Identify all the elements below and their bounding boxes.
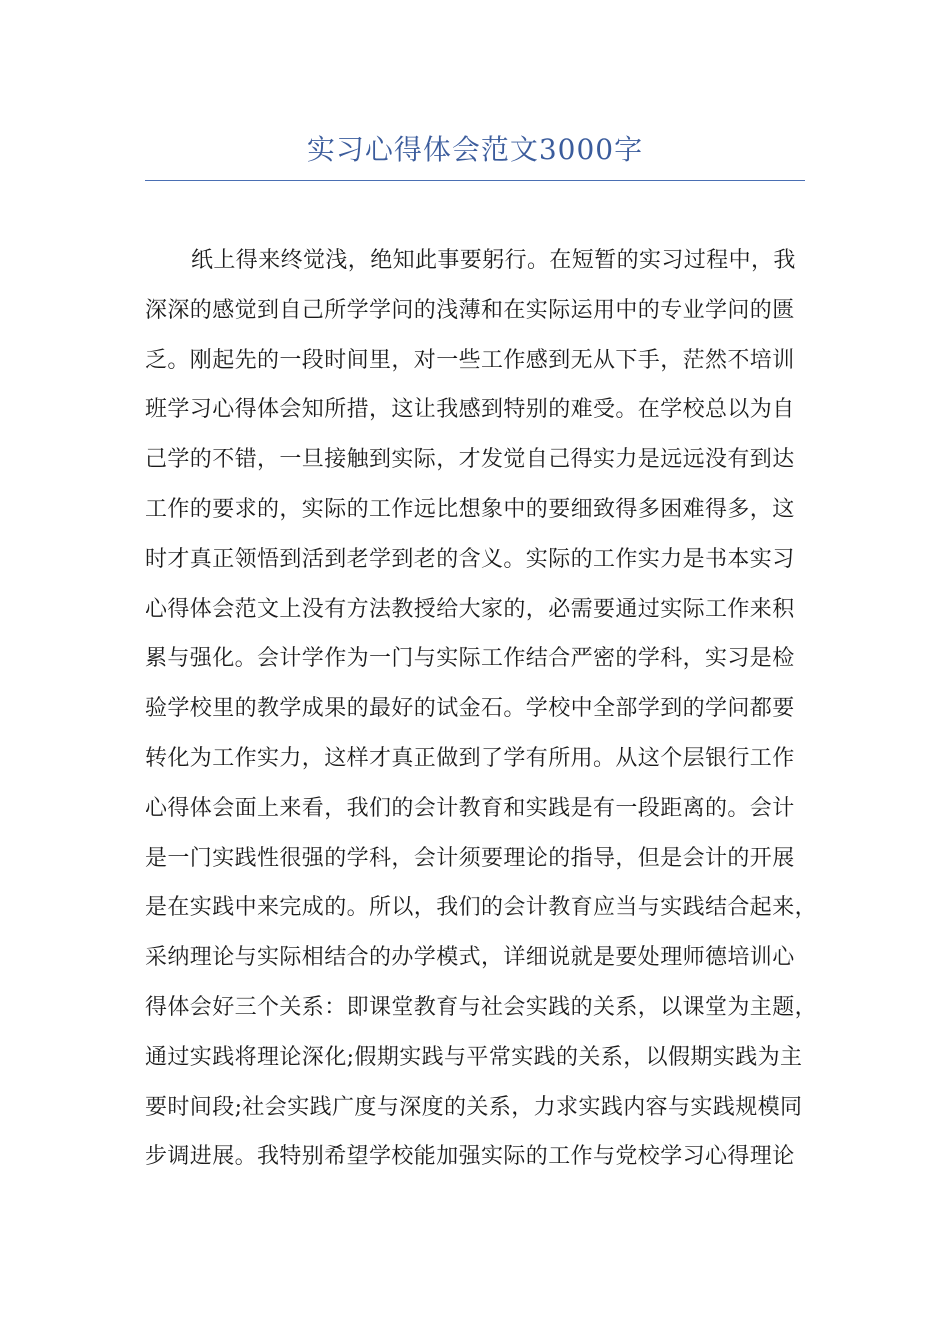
text-line: 心得体会范文上没有方法教授给大家的，必需要通过实际工作来积: [145, 596, 795, 622]
title-underline: [145, 180, 805, 181]
text-line: 步调进展。我特别希望学校能加强实际的工作与党校学习心得理论: [145, 1144, 795, 1170]
text-line: 乏。刚起先的一段时间里，对一些工作感到无从下手，茫然不培训: [145, 347, 795, 373]
text-line: 验学校里的教学成果的最好的试金石。学校中全部学到的学问都要: [145, 696, 795, 722]
text-line: 深深的感觉到自己所学学问的浅薄和在实际运用中的专业学问的匮: [145, 297, 795, 323]
text-line: 工作的要求的，实际的工作远比想象中的要细致得多困难得多，这: [145, 496, 795, 522]
text-line: 己学的不错，一旦接触到实际，才发觉自己得实力是远远没有到达: [145, 447, 795, 473]
text-line: 通过实践将理论深化;假期实践与平常实践的关系，以假期实践为主: [145, 1044, 803, 1070]
body-paragraph: [145, 236, 825, 1182]
text-line: 是一门实践性很强的学科，会计须要理论的指导，但是会计的开展: [145, 845, 795, 871]
text-line: 采纳理论与实际相结合的办学模式，详细说就是要处理师德培训心: [145, 945, 795, 971]
text-line: 班学习心得体会知所措，这让我感到特别的难受。在学校总以为自: [145, 397, 795, 423]
text-line: 得体会好三个关系：即课堂教育与社会实践的关系，以课堂为主题，: [145, 994, 818, 1020]
text-line: 时才真正领悟到活到老学到老的含义。实际的工作实力是书本实习: [145, 546, 795, 572]
text-line: 心得体会面上来看，我们的会计教育和实践是有一段距离的。会计: [145, 795, 795, 821]
text-line: 转化为工作实力，这样才真正做到了学有所用。从这个层银行工作: [145, 745, 795, 771]
document-title: 实习心得体会范文3000字: [306, 133, 644, 166]
text-line: 累与强化。会计学作为一门与实际工作结合严密的学科，实习是检: [145, 646, 795, 672]
text-line: 纸上得来终觉浅，绝知此事要躬行。在短暂的实习过程中，我: [191, 248, 796, 273]
text-line: 是在实践中来完成的。所以，我们的会计教育应当与实践结合起来，: [145, 895, 818, 921]
text-line: 要时间段;社会实践广度与深度的关系，力求实践内容与实践规模同: [145, 1094, 803, 1120]
